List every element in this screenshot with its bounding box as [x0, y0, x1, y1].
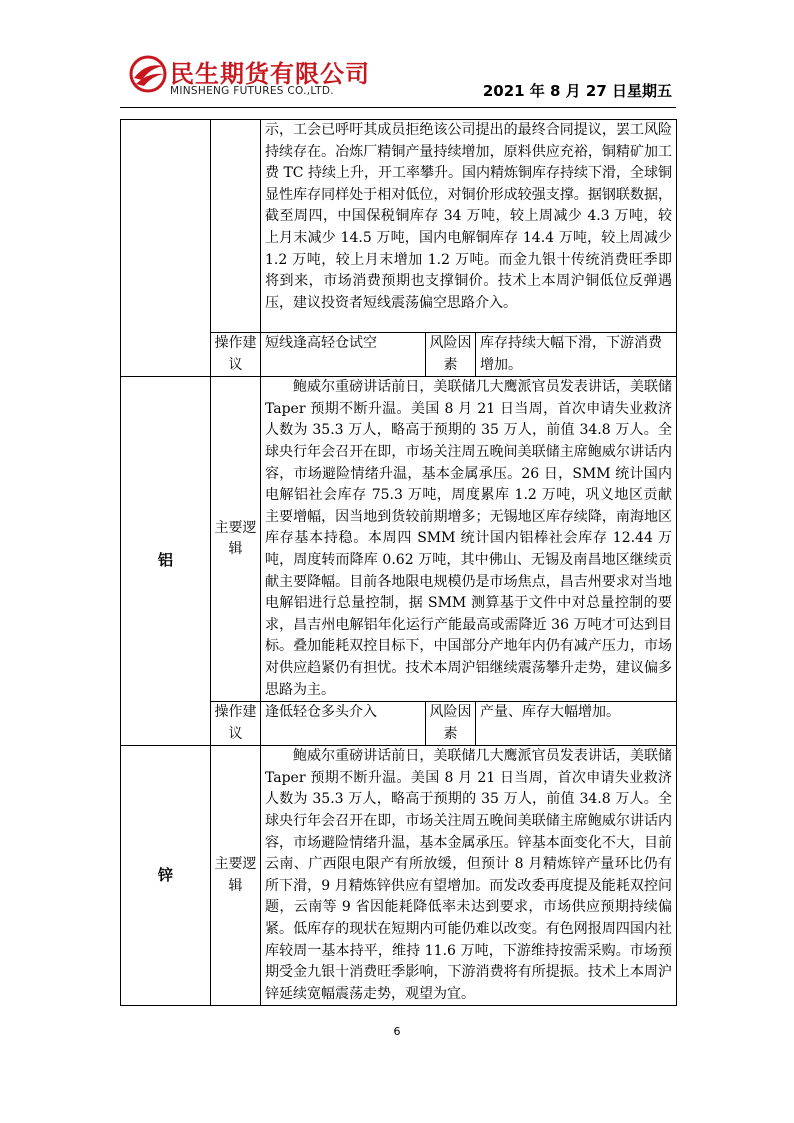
copper-op-label: 操作建议 [211, 333, 261, 377]
company-name-cn: 民生期货有限公司 [170, 60, 370, 88]
page-number: 6 [393, 1025, 401, 1038]
report-date: 2021 年 8 月 27 日星期五 [482, 82, 672, 100]
company-name-en: MINSHENG FUTURES CO.,LTD. [170, 85, 334, 97]
aluminum-logic-text: 鲍威尔重磅讲话前日，美联储几大鹰派官员发表讲话，美联储 Taper 预期不断升温。美国 8 月 21 日当周，首次申请失业救济人数为 35.3 万人，略高于预期的 35 万人，前值 34.8 万人。全球央行年会召开在即，市场关注周五晚间美联储主席鲍威尔讲话内容，市场避险情绪升温，基本金属承压。26 日，SMM 统计国内电解铝社会库存 75.3 万吨，周度累库 1.2 万吨，巩义地区贡献主要增幅，因当地到货较前期增多；无锡地区库存续降，南海地区库存基本持稳。本周四 SMM 统计国内铝棒社会库存 12.44 万吨，周度转而降库 0.62 万吨，其中佛山、无锡及南昌地区继续贡献主要降幅。目前各地限电规模仍是市场焦点，昌吉州要求对当地电解铝进行总量控制，据 SMM 测算基于文件中对总量控制的要求，昌吉州电解铝年化运行产能最高或需降近 36 万吨才可达到目标。叠加能耗双控目标下，中国部分产地年内仍有减产压力，市场对供应趋紧仍有担忧。技术本周沪铝继续震荡攀升走势，建议偏多思路为主。 [261, 377, 677, 702]
copper-logic-label [211, 120, 261, 333]
copper-logic-text: 示，工会已呼吁其成员拒绝该公司提出的最终合同提议，罢工风险持续存在。冶炼厂精铜产量持续增加，原料供应充裕，铜精矿加工费 TC 持续上升，开工率攀升。国内精炼铜库存持续下滑，全球铜显性库存同样处于相对低位，对铜价形成较强支撑。据钢联数据，截至周四，中国保税铜库存 34 万吨，较上周减少 4.3 万吨，较上月末减少 14.5 万吨，国内电解铜库存 14.4 万吨，较上周减少 1.2 万吨，较上月末增加 1.2 万吨。而金九银十传统消费旺季即将到来，市场消费预期也支撑铜价。技术上本周沪铜低位反弹遇压，建议投资者短线震荡偏空思路介入。 [261, 120, 677, 333]
minsheng-logo-icon [128, 54, 168, 94]
copper-logic-row [121, 120, 677, 333]
aluminum-risk-label: 风险因素 [426, 702, 476, 746]
aluminum-logic-row [121, 377, 677, 702]
company-logo [128, 52, 368, 102]
aluminum-name: 铝 [121, 377, 211, 746]
aluminum-risk-text: 产量、库存大幅增加。 [476, 702, 677, 746]
aluminum-logic-label: 主要逻辑 [211, 377, 261, 702]
copper-op-text: 短线逢高轻仓试空 [261, 333, 426, 377]
aluminum-op-text: 逢低轻仓多头介入 [261, 702, 426, 746]
copper-risk-text: 库存持续大幅下滑，下游消费增加。 [476, 333, 677, 377]
commodity-table [120, 119, 677, 1006]
zinc-logic-row [121, 746, 677, 1006]
zinc-logic-label: 主要逻辑 [211, 746, 261, 1006]
copper-risk-label: 风险因素 [426, 333, 476, 377]
header-divider [120, 107, 676, 108]
copper-category-cell [121, 120, 211, 377]
zinc-name: 锌 [121, 746, 211, 1006]
zinc-logic-text: 鲍威尔重磅讲话前日，美联储几大鹰派官员发表讲话，美联储 Taper 预期不断升温。美国 8 月 21 日当周，首次申请失业救济人数为 35.3 万人，略高于预期的 35 万人，前值 34.8 万人。全球央行年会召开在即，市场关注周五晚间美联储主席鲍威尔讲话内容，市场避险情绪升温，基本金属承压。锌基本面变化不大，目前云南、广西限电限产有所放缓，但预计 8 月精炼锌产量环比仍有所下滑，9 月精炼锌供应有望增加。而发改委再度提及能耗双控问题，云南等 9 省因能耗降低率未达到要求，市场供应预期持续偏紧。低库存的现状在短期内可能仍难以改变。有色网报周四国内社库较周一基本持平，维持 11.6 万吨，下游维持按需采购。市场预期受金九银十消费旺季影响，下游消费将有所提振。技术上本周沪锌延续宽幅震荡走势，观望为宜。 [261, 746, 677, 1006]
aluminum-op-label: 操作建议 [211, 702, 261, 746]
